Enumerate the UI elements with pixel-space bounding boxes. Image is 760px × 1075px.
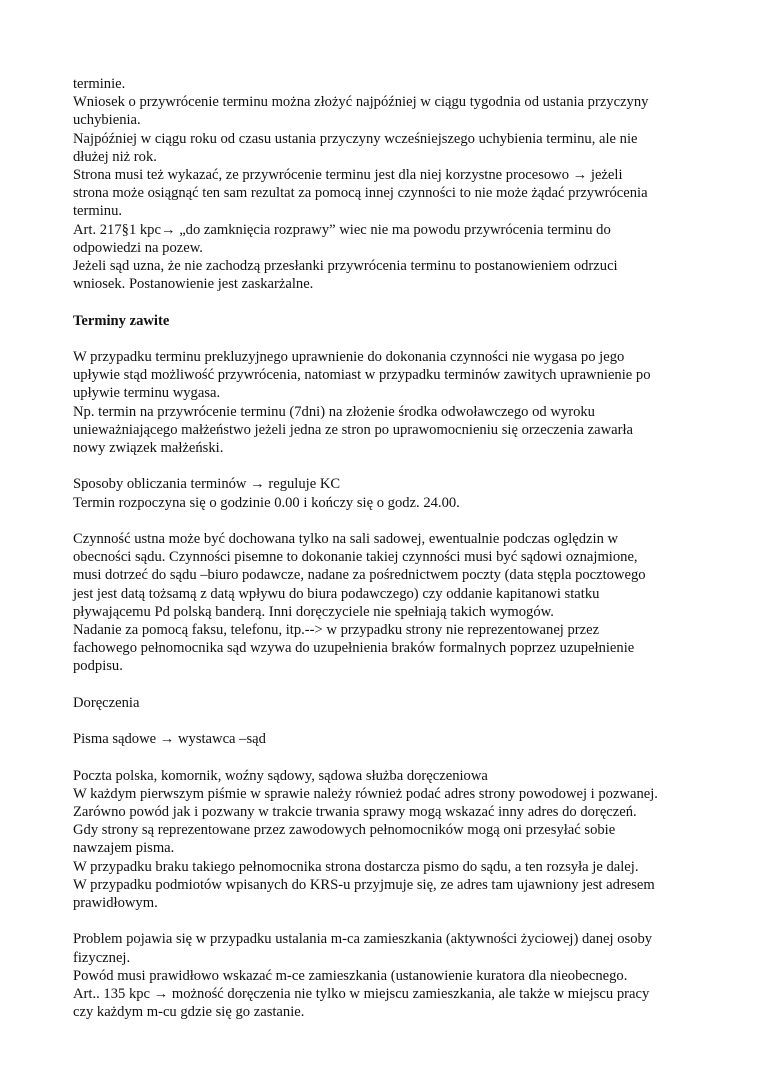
blank-line	[73, 912, 700, 930]
text-line: czy każdym m-cu gdzie się go zastanie.	[73, 1004, 305, 1021]
text-line: fachowego pełnomocnika sąd wzywa do uzupełnienia braków formalnych poprzez uzupełnienie	[73, 640, 635, 657]
blank-line	[73, 512, 700, 530]
text-line: Poczta polska, komornik, woźny sądowy, sądowa służba doręczeniowa	[73, 767, 488, 784]
text-line: Problem pojawia się w przypadku ustalania m-ca zamieszkania (aktywności życiowej) danej osoby	[73, 931, 653, 948]
blank-line	[73, 712, 700, 730]
text-line: W przypadku braku takiego pełnomocnika strona dostarcza pismo do sądu, a ten rozsyła je dalej.	[73, 858, 639, 875]
text-line: Zarówno powód jak i pozwany w trakcie trwania sprawy mogą wskazać inny adres do doręczeń.	[73, 804, 637, 821]
section-heading: Terminy zawite	[73, 312, 170, 329]
text-line: Np. termin na przywrócenie terminu (7dni) na złożenie środka odwoławczego od wyroku	[73, 403, 595, 420]
text-line: Nadanie za pomocą faksu, telefonu, itp.--> w przypadku strony nie reprezentowanej przez	[73, 622, 600, 639]
text-line: fizycznej.	[73, 949, 131, 966]
text-line: W każdym pierwszym piśmie w sprawie należy również podać adres strony powodowej i pozwanej.	[73, 785, 658, 802]
text-line: musi dotrzeć do sądu –biuro podawcze, nadane za pośrednictwem poczty (data stępla pocztowego	[73, 567, 646, 584]
text-line: nowy związek małżeński.	[73, 440, 224, 457]
text-line: Pisma sądowe → wystawca –sąd	[73, 731, 266, 748]
blank-line	[73, 330, 700, 348]
text-line: strona może osiągnąć ten sam rezultat za pomocą innej czynności to nie może żądać przywrócenia	[73, 185, 648, 202]
text-line: unieważniającego małżeństwo jeżeli jedna ze stron po uprawomocnieniu się orzeczenia zawarła	[73, 421, 633, 438]
text-line: W przypadku podmiotów wpisanych do KRS-u przyjmuje się, ze adres tam ujawniony jest adresem	[73, 876, 655, 893]
blank-line	[73, 748, 700, 766]
text-line: pływającemu Pd polską banderą. Inni doręczyciele nie spełniają takich wymogów.	[73, 603, 554, 620]
text-line: Jeżeli sąd uzna, że nie zachodzą przesłanki przywrócenia terminu to postanowieniem odrzuci	[73, 258, 618, 275]
text-line: terminie.	[73, 76, 126, 92]
blank-line	[73, 457, 700, 475]
text-line: Sposoby obliczania terminów → reguluje KC	[73, 476, 341, 493]
text-line: terminu.	[73, 203, 123, 220]
text-line: wniosek. Postanowienie jest zaskarżalne.	[73, 276, 314, 293]
text-line: upływie terminu wygasa.	[73, 385, 221, 402]
text-line: Czynność ustna może być dochowana tylko na sali sadowej, ewentualnie podczas oględzin w	[73, 531, 619, 548]
text-line: Art.. 135 kpc → możność doręczenia nie tylko w miejscu zamieszkania, ale także w miejscu pracy	[73, 986, 650, 1003]
text-line: W przypadku terminu prekluzyjnego uprawnienie do dokonania czynności nie wygasa po jego	[73, 349, 625, 366]
text-line: Strona musi też wykazać, ze przywrócenie terminu jest dla niej korzystne procesowo → jeżeli	[73, 167, 623, 184]
text-line: uchybienia.	[73, 112, 141, 129]
text-line: jest jest datą tożsamą z datą wpływu do biura podawczego) czy oddanie kapitanowi statku	[73, 585, 600, 602]
text-line: obecności sądu. Czynności pisemne to dokonanie takiej czynności musi być sądowi oznajmione,	[73, 549, 638, 566]
text-line: Powód musi prawidłowo wskazać m-ce zamieszkania (ustanowienie kuratora dla nieobecnego.	[73, 967, 628, 984]
text-line: upływie stąd możliwość przywrócenia, natomiast w przypadku terminów zawitych uprawnienie po	[73, 367, 651, 384]
blank-line	[73, 293, 700, 311]
text-line: dłużej niż rok.	[73, 148, 157, 165]
text-line: Doręczenia	[73, 694, 140, 711]
text-line: podpisu.	[73, 658, 123, 675]
text-line: Art. 217§1 kpc→ „do zamknięcia rozprawy” wiec nie ma powodu przywrócenia terminu do	[73, 221, 611, 238]
text-line: Wniosek o przywrócenie terminu można złożyć najpóźniej w ciągu tygodnia od ustania przyczyny	[73, 94, 649, 111]
text-line: Najpóźniej w ciągu roku od czasu ustania przyczyny wcześniejszego uchybienia terminu, ale nie	[73, 130, 638, 147]
text-line: prawidłowym.	[73, 895, 158, 912]
text-line: odpowiedzi na pozew.	[73, 239, 203, 256]
text-line: Gdy strony są reprezentowane przez zawodowych pełnomocników mogą oni przesyłać sobie	[73, 822, 616, 839]
blank-line	[73, 676, 700, 694]
text-line: Termin rozpoczyna się o godzinie 0.00 i kończy się o godz. 24.00.	[73, 494, 460, 511]
text-line: nawzajem pisma.	[73, 840, 175, 857]
